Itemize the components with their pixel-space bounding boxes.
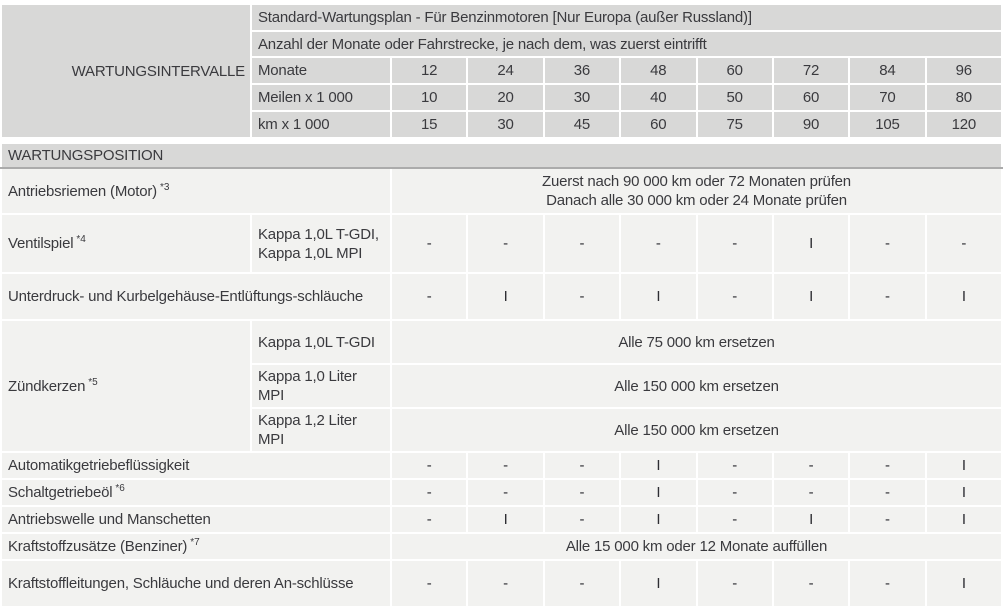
item-label (1, 479, 391, 506)
interval-value: 40 (620, 84, 696, 111)
schedule-cell: - (849, 214, 925, 273)
interval-value: 48 (620, 57, 696, 84)
interval-value: 60 (620, 111, 696, 138)
schedule-note: Alle 150 000 km ersetzen (391, 408, 1002, 452)
table-row (1, 560, 1002, 607)
schedule-cell: - (391, 506, 467, 533)
interval-value: 105 (849, 111, 925, 138)
intervals-header-label: WARTUNGSINTERVALLE (1, 4, 251, 138)
interval-value: 120 (926, 111, 1002, 138)
schedule-cell: I (620, 452, 696, 479)
table-row (1, 273, 1002, 320)
interval-value: 50 (697, 84, 773, 111)
schedule-cell: - (467, 452, 543, 479)
schedule-cell: I (773, 273, 849, 320)
item-label (1, 168, 391, 214)
interval-value: 12 (391, 57, 467, 84)
item-label-text: Kraftstoffzusätze (Benziner) (8, 538, 188, 555)
schedule-cell: - (773, 479, 849, 506)
schedule-note (391, 168, 1002, 214)
schedule-cell: - (391, 273, 467, 320)
interval-value: 70 (849, 84, 925, 111)
schedule-cell: - (773, 560, 849, 607)
schedule-cell: - (849, 479, 925, 506)
table-title: Standard-Wartungsplan - Für Benzinmotoren [Nur Europa (außer Russland)] (251, 4, 1002, 31)
schedule-cell: - (391, 452, 467, 479)
schedule-cell: I (926, 560, 1002, 607)
section-header-wartungsposition: WARTUNGSPOSITION (1, 143, 1002, 168)
item-label: Antriebswelle und Manschetten (1, 506, 391, 533)
note-line: Danach alle 30 000 km oder 24 Monate prüfen (546, 192, 847, 209)
interval-value: 72 (773, 57, 849, 84)
schedule-cell: - (697, 452, 773, 479)
schedule-cell: I (620, 560, 696, 607)
item-label (1, 533, 391, 560)
interval-value: 80 (926, 84, 1002, 111)
interval-value: 75 (697, 111, 773, 138)
schedule-cell: - (391, 479, 467, 506)
table-row (1, 479, 1002, 506)
item-label-text: Ventilspiel (8, 235, 74, 252)
schedule-cell: - (697, 506, 773, 533)
interval-value: 15 (391, 111, 467, 138)
table-row (1, 168, 1002, 214)
interval-value: 36 (544, 57, 620, 84)
schedule-cell: I (773, 214, 849, 273)
schedule-cell: I (926, 479, 1002, 506)
interval-value: 24 (467, 57, 543, 84)
item-label: Kraftstoffleitungen, Schläuche und deren An-schlüsse (1, 560, 391, 607)
schedule-cell: - (849, 273, 925, 320)
schedule-cell: - (544, 560, 620, 607)
schedule-cell: - (544, 506, 620, 533)
engine-variant-label: Kappa 1,0L T-GDI (251, 320, 391, 364)
interval-row-label: km x 1 000 (251, 111, 391, 138)
interval-value: 60 (697, 57, 773, 84)
schedule-cell: I (926, 452, 1002, 479)
table-row (1, 452, 1002, 479)
schedule-cell: - (391, 560, 467, 607)
note-line: Zuerst nach 90 000 km oder 72 Monaten prüfen (542, 173, 851, 190)
schedule-cell: - (849, 452, 925, 479)
schedule-cell: - (849, 560, 925, 607)
schedule-cell: I (620, 479, 696, 506)
schedule-cell: I (467, 273, 543, 320)
schedule-cell: - (467, 479, 543, 506)
item-label-text: Zündkerzen (8, 377, 86, 395)
interval-value: 10 (391, 84, 467, 111)
footnote-marker: *7 (190, 537, 200, 548)
schedule-cell: - (849, 506, 925, 533)
schedule-cell: - (697, 479, 773, 506)
item-label-text: Antriebsriemen (Motor) (8, 182, 157, 200)
schedule-cell: I (773, 506, 849, 533)
schedule-cell: - (544, 214, 620, 273)
schedule-note: Alle 75 000 km ersetzen (391, 320, 1002, 364)
footnote-marker: *5 (88, 376, 98, 388)
schedule-cell: I (620, 506, 696, 533)
schedule-cell: I (620, 273, 696, 320)
footnote-marker: *4 (76, 234, 86, 245)
table-row (1, 533, 1002, 560)
schedule-cell: - (773, 452, 849, 479)
schedule-cell: - (620, 214, 696, 273)
schedule-cell: - (697, 273, 773, 320)
schedule-cell: I (926, 506, 1002, 533)
interval-value: 96 (926, 57, 1002, 84)
item-label: Automatikgetriebeflüssigkeit (1, 452, 391, 479)
item-label (1, 214, 251, 273)
interval-value: 60 (773, 84, 849, 111)
schedule-note: Alle 15 000 km oder 12 Monate auffüllen (391, 533, 1002, 560)
schedule-note: Alle 150 000 km ersetzen (391, 364, 1002, 408)
maintenance-schedule-table (0, 3, 1003, 608)
schedule-cell: I (926, 273, 1002, 320)
schedule-cell: - (391, 214, 467, 273)
schedule-cell: I (467, 506, 543, 533)
interval-value: 30 (467, 111, 543, 138)
engine-variant-label: Kappa 1,2 Liter MPI (251, 408, 391, 452)
interval-row-label: Monate (251, 57, 391, 84)
schedule-cell: - (544, 273, 620, 320)
schedule-cell: - (544, 479, 620, 506)
interval-value: 84 (849, 57, 925, 84)
engine-variant-label: Kappa 1,0 Liter MPI (251, 364, 391, 408)
table-row (1, 320, 1002, 364)
interval-value: 45 (544, 111, 620, 138)
schedule-cell: - (697, 560, 773, 607)
interval-value: 30 (544, 84, 620, 111)
footnote-marker: *3 (159, 181, 170, 193)
schedule-cell: - (467, 214, 543, 273)
table-subtitle: Anzahl der Monate oder Fahrstrecke, je nach dem, was zuerst eintrifft (251, 31, 1002, 57)
table-row (1, 214, 1002, 273)
interval-value: 20 (467, 84, 543, 111)
engine-variant-label: Kappa 1,0L T-GDI, Kappa 1,0L MPI (251, 214, 391, 273)
item-label (1, 320, 251, 452)
schedule-cell: - (926, 214, 1002, 273)
schedule-cell: - (544, 452, 620, 479)
schedule-cell: - (467, 560, 543, 607)
schedule-cell: - (697, 214, 773, 273)
footnote-marker: *6 (115, 483, 125, 494)
table-row (1, 506, 1002, 533)
item-label-text: Schaltgetriebeöl (8, 484, 113, 501)
interval-row-label: Meilen x 1 000 (251, 84, 391, 111)
interval-value: 90 (773, 111, 849, 138)
item-label: Unterdruck- und Kurbelgehäuse-Entlüftungs-schläuche (1, 273, 391, 320)
